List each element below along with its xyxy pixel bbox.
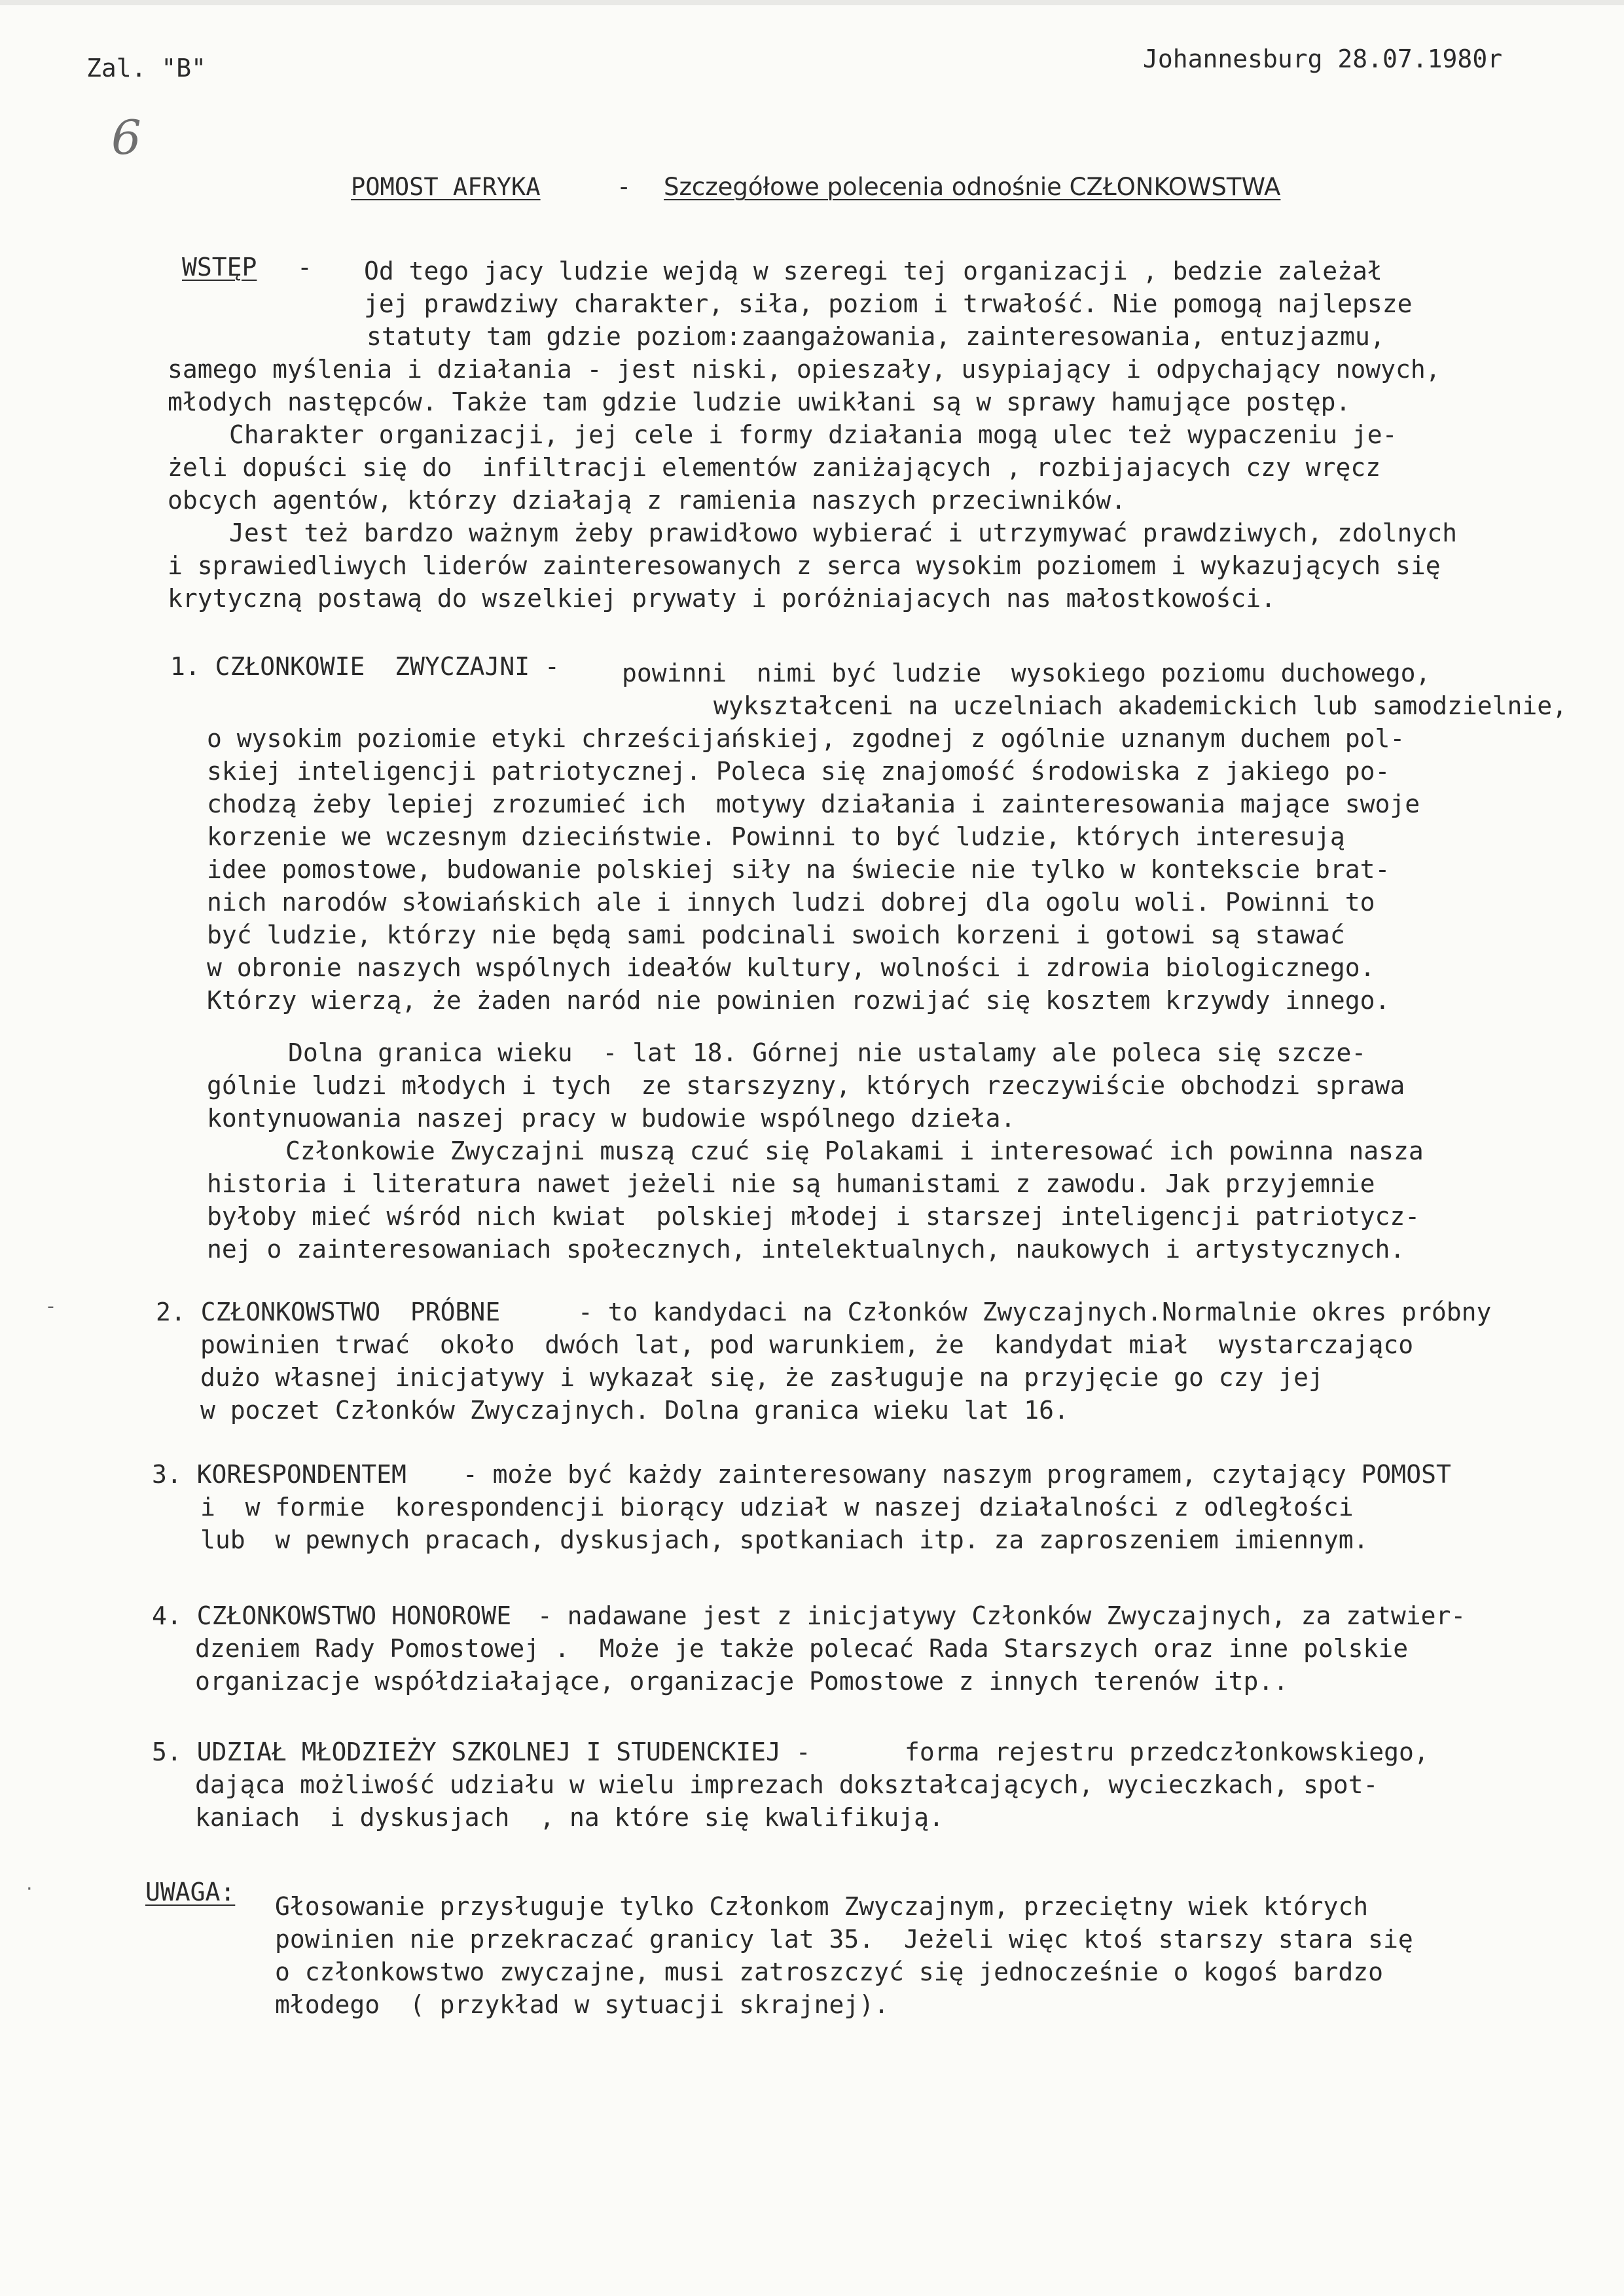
item-1-line: skiej inteligencji patriotycznej. Poleca się znajomość środowiska z jakiego po-	[207, 757, 1390, 786]
item-1-para2-line: kontynuowania naszej pracy w budowie wspólnego dzieła.	[207, 1104, 1016, 1133]
item-1-line: Którzy wierzą, że żaden naród nie powinien rozwijać się kosztem krzywdy innego.	[207, 986, 1390, 1015]
item-4-label: 4. CZŁONKOWSTWO HONOROWE	[152, 1601, 512, 1630]
item-5-label: 5. UDZIAŁ MŁODZIEŻY SZKOLNEJ I STUDENCKIEJ -	[152, 1738, 811, 1766]
item-5-line: dająca możliwość udziału w wielu imprezach dokształcających, wycieczkach, spot-	[195, 1770, 1379, 1799]
intro-line: młodych następców. Także tam gdzie ludzie uwikłani są w sprawy hamujące postęp.	[168, 388, 1351, 416]
title-subject: Szczegółowe polecenia odnośnie CZŁONKOWSTWA	[664, 173, 1281, 201]
intro-line: krytyczną postawą do wszelkiej prywaty i poróżniajacych nas małostkowości.	[168, 584, 1276, 613]
scan-margin-mark: ·	[26, 1878, 33, 1901]
intro-line: jej prawdziwy charakter, siła, poziom i trwałość. Nie pomogą najlepsze	[364, 289, 1413, 318]
item-1-para2-line: Dolna granica wieku - lat 18. Górnej nie ustalamy ale poleca się szcze-	[288, 1038, 1367, 1067]
item-1-line: korzenie we wczesnym dzieciństwie. Powinni to być ludzie, których interesują	[207, 822, 1345, 851]
intro-line: samego myślenia i działania - jest niski, opieszały, usypiający i odpychający nowych,	[168, 355, 1441, 384]
item-4-line: - nadawane jest z inicjatywy Członków Zwyczajnych, za zatwier-	[522, 1601, 1466, 1630]
item-2-line: w poczet Członków Zwyczajnych. Dolna granica wieku lat 16.	[200, 1396, 1069, 1425]
item-5-line: forma rejestru przedczłonkowskiego,	[905, 1738, 1429, 1766]
intro-line: statuty tam gdzie poziom:zaangażowania, zainteresowania, entuzjazmu,	[367, 322, 1385, 351]
item-4-line: organizacje współdziałające, organizacje Pomostowe z innych terenów itp..	[195, 1667, 1289, 1696]
item-3-label: 3. KORESPONDENTEM	[152, 1460, 406, 1489]
item-1-line: idee pomostowe, budowanie polskiej siły na świecie nie tylko w kontekscie brat-	[207, 855, 1390, 884]
note-line: powinien nie przekraczać granicy lat 35. Jeżeli więc ktoś starszy stara się	[275, 1925, 1413, 1954]
item-1-para2-line: historia i literatura nawet jeżeli nie są humanistami z zawodu. Jak przyjemnie	[207, 1169, 1375, 1198]
intro-dash: -	[297, 253, 312, 282]
item-3-line: lub w pewnych pracach, dyskusjach, spotkaniach itp. za zaproszeniem imiennym.	[200, 1525, 1369, 1554]
item-3-line: i w formie korespondencji biorący udział w naszej działalności z odległości	[200, 1493, 1354, 1522]
item-1-line: o wysokim poziomie etyki chrześcijańskiej, zgodnej z ogólnie uznanym duchem pol-	[207, 724, 1405, 753]
note-label: UWAGA:	[145, 1878, 236, 1906]
handwritten-page-number: 6	[111, 110, 141, 165]
intro-line: Od tego jacy ludzie wejdą w szeregi tej organizacji , bedzie zależał	[364, 257, 1382, 285]
note-line: młodego ( przykład w sytuacji skrajnej).	[275, 1990, 889, 2019]
item-5-line: kaniach i dyskusjach , na które się kwalifikują.	[195, 1803, 944, 1832]
item-1-para2-line: byłoby mieć wśród nich kwiat polskiej młodej i starszej inteligencji patriotycz-	[207, 1202, 1420, 1231]
attachment-reference: Zal. "B"	[86, 54, 207, 82]
intro-line: Charakter organizacji, jej cele i formy działania mogą ulec też wypaczeniu je-	[229, 420, 1398, 449]
item-1-label: 1. CZŁONKOWIE ZWYCZAJNI -	[170, 652, 560, 681]
page-top-edge	[0, 0, 1624, 5]
scan-margin-mark: -	[47, 1295, 54, 1318]
note-line: o członkowstwo zwyczajne, musi zatroszczyć się jednocześnie o kogoś bardzo	[275, 1958, 1383, 1986]
note-line: Głosowanie przysługuje tylko Członkom Zwyczajnym, przeciętny wiek których	[275, 1892, 1369, 1921]
item-1-line: być ludzie, którzy nie będą sami podcinali swoich korzeni i gotowi są stawać	[207, 920, 1345, 949]
item-1-para2-line: nej o zainteresowaniach społecznych, intelektualnych, naukowych i artystycznych.	[207, 1235, 1405, 1264]
intro-label: WSTĘP	[182, 253, 257, 282]
item-4-line: dzeniem Rady Pomostowej . Może je także polecać Rada Starszych oraz inne polskie	[195, 1634, 1409, 1663]
item-2-label: 2. CZŁONKOWSTWO PRÓBNE	[156, 1298, 501, 1326]
item-1-para2-line: Członkowie Zwyczajni muszą czuć się Polakami i interesować ich powinna nasza	[285, 1137, 1424, 1165]
location-date: Johannesburg 28.07.1980r	[1143, 45, 1503, 73]
intro-line: obcych agentów, którzy działają z ramienia naszych przeciwników.	[168, 486, 1127, 515]
item-1-para2-line: gólnie ludzi młodych i tych ze starszyzny, których rzeczywiście obchodzi sprawa	[207, 1071, 1405, 1100]
title-organization: POMOST AFRYKA	[351, 173, 541, 201]
item-1-line: nich narodów słowiańskich ale i innych ludzi dobrej dla ogolu woli. Powinni to	[207, 888, 1375, 917]
item-1-line: chodzą żeby lepiej zrozumieć ich motywy działania i zainteresowania mające swoje	[207, 790, 1420, 818]
item-1-line: powinni nimi być ludzie wysokiego poziomu duchowego,	[622, 659, 1431, 687]
intro-line: i sprawiedliwych liderów zainteresowanych z serca wysokim poziomem i wykazujących się	[168, 551, 1441, 580]
intro-line: żeli dopuści się do infiltracji elementów zaniżających , rozbijajacych czy wręcz	[168, 453, 1381, 482]
item-2-line: - to kandydaci na Członków Zwyczajnych.Normalnie okres próbny	[563, 1298, 1492, 1326]
title-dash: -	[617, 173, 632, 201]
item-1-line: w obronie naszych wspólnych ideałów kultury, wolności i zdrowia biologicznego.	[207, 953, 1375, 982]
intro-line: Jest też bardzo ważnym żeby prawidłowo wybierać i utrzymywać prawdziwych, zdolnych	[229, 519, 1457, 547]
item-1-line: wykształceni na uczelniach akademickich lub samodzielnie,	[713, 691, 1568, 720]
item-2-line: powinien trwać około dwóch lat, pod warunkiem, że kandydat miał wystarczająco	[200, 1330, 1414, 1359]
item-2-line: dużo własnej inicjatywy i wykazał się, że zasługuje na przyjęcie go czy jej	[200, 1363, 1324, 1392]
item-3-line: - może być każdy zainteresowany naszym programem, czytający POMOST	[448, 1460, 1451, 1489]
